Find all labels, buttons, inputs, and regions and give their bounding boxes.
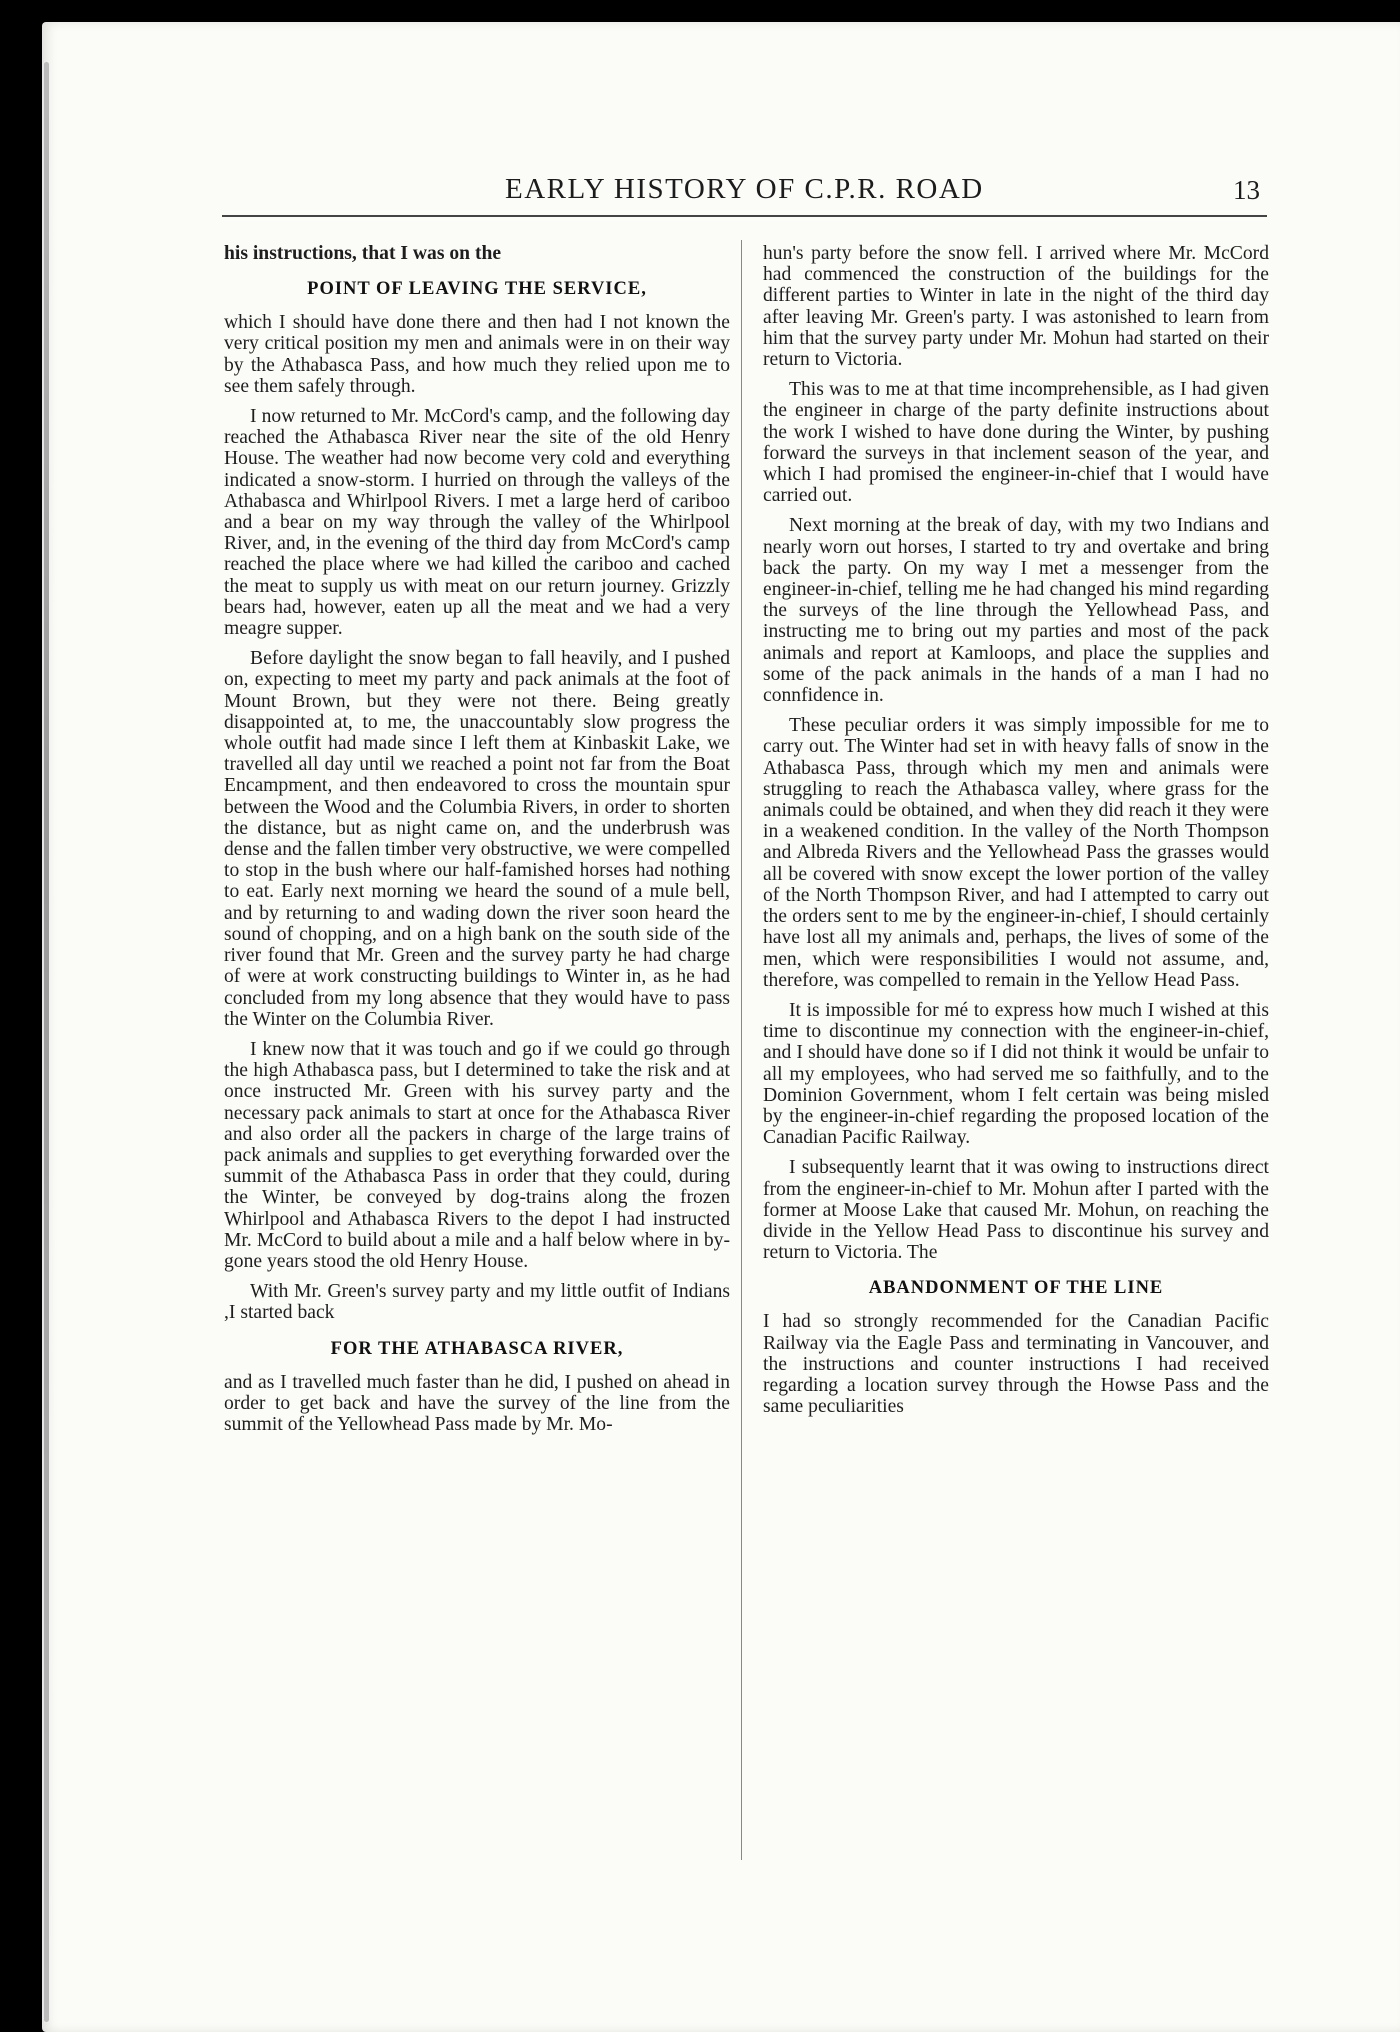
paragraph: his instructions, that I was on the [224, 243, 502, 264]
paragraph: and as I travelled much faster than he did, I pushed on ahead in order to get back and have the survey of the line from the summit of the Yellowhead Pass made by Mr. Mo- [224, 1371, 730, 1435]
paragraph: I subsequently learnt that it was owing to instructions direct from the engineer-in-chief to Mr. Mohun after I parted with the former at Moose Lake that caused Mr. Mohun, on reaching the divide in the Yellow Head Pass to discontinue his survey and return to Victoria. The [763, 1157, 1269, 1264]
running-head-title: EARLY HISTORY OF C.P.R. ROAD [505, 173, 984, 205]
header-rule [222, 215, 1267, 217]
section-heading: FOR THE ATHABASCA RIVER, [330, 1338, 624, 1359]
paragraph: which I should have done there and then had I not known the very critical position my men and animals were in on their way by the Athabasca Pass, and how much they relied upon me to see them safely through. [224, 312, 730, 397]
paragraph: This was to me at that time incomprehensible, as I had given the engineer in charge of the party definite instructions about the work I wished to have done during the Winter, by pushing forward the surveys in that inclement season of the year, and which I had promised the engineer-in-chief that I would have carried out. [763, 379, 1269, 507]
binding-edge [44, 62, 49, 2022]
paragraph: It is impossible for mé to express how much I wished at this time to discontinue my connection with the engineer-in-chief, and I should have done so if I did not think it would be unfair to all my employees, who had served me so faithfully, and to the Dominion Government, whom I felt certain was being misled by the engineer-in-chief regarding the proposed location of the Canadian Pacific Railway. [763, 999, 1269, 1149]
paragraph: Next morning at the break of day, with my two Indians and nearly worn out horses, I started to try and overtake and bring back the party. On my way I met a messenger from the engineer-in-chief, telling me he had changed his mind regarding the surveys of the line through the Yellowhead Pass, and instructing me to bring out my parties and most of the pack animals and report at Kamloops, and place the supplies and some of the pack animals in the hands of a man I had no connfidence in. [763, 515, 1269, 707]
paragraph: I now returned to Mr. McCord's camp, and the following day reached the Athabasca River near the site of the old Henry House. The weather had now become very cold and everything indicated a snow-storm. I hurried on through the valleys of the Athabasca and Whirlpool Rivers. I met a large herd of cariboo and a bear on my way through the valley of the Whirlpool River, and, in the evening of the third day from McCord's camp reached the place where we had killed the cariboo and cached the meat to supply us with meat on our return journey. Grizzly bears had, however, eaten up all the meat and we had a very meagre supper. [224, 406, 730, 640]
page-number: 13 [1233, 175, 1260, 205]
paragraph: With Mr. Green's survey party and my little outfit of Indians ,I started back [224, 1281, 730, 1324]
left-column [224, 243, 730, 1444]
paragraph: hun's party before the snow fell. I arrived where Mr. McCord had commenced the construction of the buildings for the different parties to Winter in late in the night of the third day after leaving Mr. Green's party. I was astonished to learn from him that the survey party under Mr. Mohun had started on their return to Victoria. [763, 243, 1269, 371]
paragraph: I had so strongly recommended for the Canadian Pacific Railway via the Eagle Pass and terminating in Vancouver, and the instructions and counter instructions I had received regarding a location survey through the Howse Pass and the same peculiarities [763, 1311, 1269, 1418]
running-header [180, 163, 1270, 211]
section-heading: POINT OF LEAVING THE SERVICE, [307, 279, 647, 300]
paragraph: I knew now that it was touch and go if we could go through the high Athabasca pass, but I determined to take the risk and at once instructed Mr. Green with his survey party and the necessary pack animals to start at once for the Athabasca River and also order all the packers in charge of the large trains of pack animals and supplies to get everything forwarded over the summit of the Athabasca Pass in order that they could, during the Winter, be conveyed by dog-trains along the frozen Whirlpool and Athabasca Rivers to the depot I had instructed Mr. McCord to build about a mile and a half below where in by-gone years stood the old Henry House. [224, 1038, 730, 1272]
column-divider [741, 240, 742, 1860]
section-heading: ABANDONMENT OF THE LINE [868, 1278, 1164, 1299]
right-column [763, 243, 1269, 1426]
paragraph: Before daylight the snow began to fall heavily, and I pushed on, expecting to meet my party and pack animals at the foot of Mount Brown, but they were not there. Being greatly disappointed at, to me, the unaccountably slow progress the whole outfit had made since I left them at Kinbaskit Lake, we travelled all day until we reached a point not far from the Boat Encampment, and then endeavored to cross the mountain spur between the Wood and the Columbia Rivers, in order to shorten the distance, but as night came on, and the underbrush was dense and the fallen timber very obstructive, we were compelled to stop in the bush where our half-famished horses had nothing to eat. Early next morning we heard the sound of a mule bell, and by returning to and wading down the river soon heard the sound of chopping, and on a high bank on the south side of the river found that Mr. Green and the survey party he had charge of were at work constructing buildings to Winter in, as he had concluded from my long absence that they would have to pass the Winter on the Columbia River. [224, 648, 730, 1030]
paragraph: These peculiar orders it was simply impossible for me to carry out. The Winter had set in with heavy falls of snow in the Athabasca Pass, through which my men and animals were struggling to reach the Athabasca valley, where grass for the animals could be obtained, and when they did reach it they were in a weakened condition. In the valley of the North Thompson and Albreda Rivers and the Yellowhead Pass the grasses would all be covered with snow except the lower portion of the valley of the North Thompson River, and had I attempted to carry out the orders sent to me by the engineer-in-chief, I should certainly have lost all my animals and, perhaps, the lives of some of the men, which were responsibilities I would not assume, and, therefore, was compelled to remain in the Yellow Head Pass. [763, 715, 1269, 991]
